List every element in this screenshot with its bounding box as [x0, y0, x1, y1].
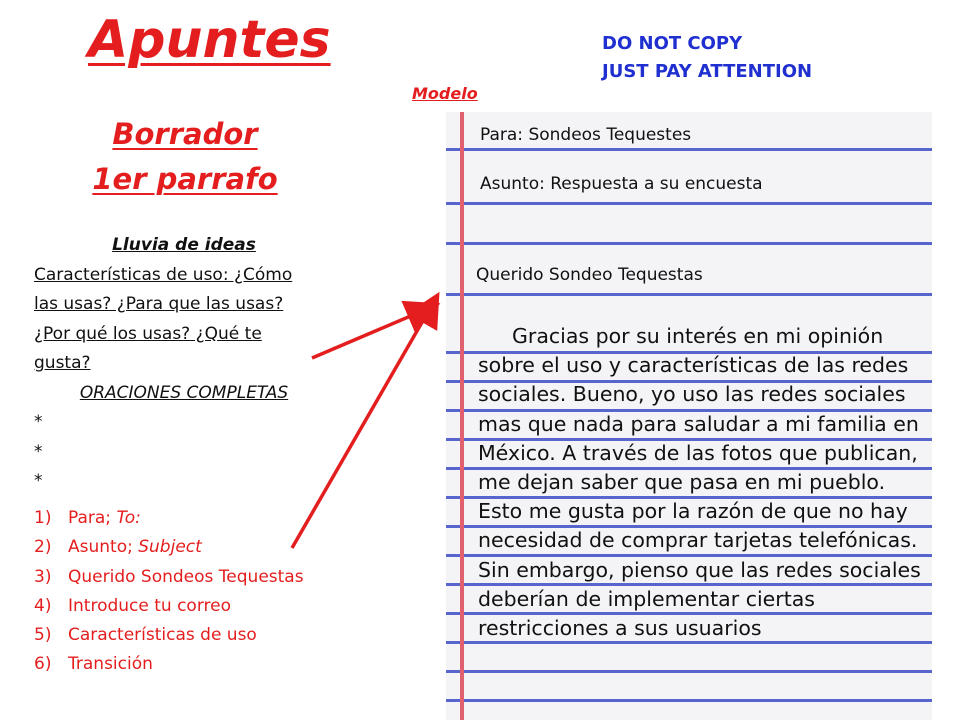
step-number: 3)	[34, 566, 52, 587]
brainstorm-line: Características de uso: ¿Cómo	[34, 264, 293, 285]
brainstorm-line: gusta?	[34, 353, 91, 373]
letter-body-text: Gracias por su interés en mi opinión sobre el uso y características de las redes sociales. Bueno, yo uso las redes sociales mas que nada para saludar a mi familia en México. A través de las fotos que publican, me dejan saber que pasa en mi pueblo. Esto me gusta por la razón de que no hay necesidad de comprar tarjetas telefónicas. Sin embargo, pienso que las redes sociales deberían de implementar ciertas restricciones a sus usuarios	[478, 324, 921, 641]
step-number: 1)	[34, 508, 52, 528]
step-number: 5)	[34, 625, 52, 646]
step-text: Querido Sondeos Tequestas	[68, 566, 304, 587]
letter-to-line: Para: Sondeos Tequestes	[480, 125, 692, 145]
brainstorm-line: ¿Por qué los usas? ¿Qué te	[34, 323, 262, 344]
letter-subject-line: Asunto: Respuesta a su encuesta	[480, 174, 763, 194]
step-number: 4)	[34, 595, 52, 616]
model-label: Modelo	[412, 84, 478, 103]
step-text: Para;	[68, 508, 117, 528]
step-text: Introduce tu correo	[68, 595, 232, 616]
page-title: Apuntes	[88, 10, 331, 70]
brainstorm-line: las usas? ¿Para que las usas?	[34, 294, 284, 314]
step-text: Transición	[68, 654, 153, 675]
step-translation: Subject	[138, 537, 202, 558]
step-translation: To:	[116, 508, 141, 528]
bullet-star: *	[34, 441, 43, 462]
bullet-star: *	[34, 471, 43, 491]
brainstorm-heading: Lluvia de ideas	[112, 235, 256, 255]
step-text: Asunto;	[68, 537, 139, 558]
notice-line: JUST PAY ATTENTION	[602, 61, 813, 82]
draft-heading-line: 1er parrafo	[92, 162, 278, 196]
letter-greeting: Querido Sondeo Tequestas	[476, 265, 703, 285]
draft-heading-line: Borrador	[112, 117, 258, 151]
step-number: 6)	[34, 654, 52, 675]
bullet-star: *	[34, 412, 43, 432]
step-number: 2)	[34, 537, 52, 558]
step-text: Características de uso	[68, 625, 257, 646]
complete-sentences-label: ORACIONES COMPLETAS	[79, 382, 289, 403]
notice-line: DO NOT COPY	[602, 33, 743, 54]
